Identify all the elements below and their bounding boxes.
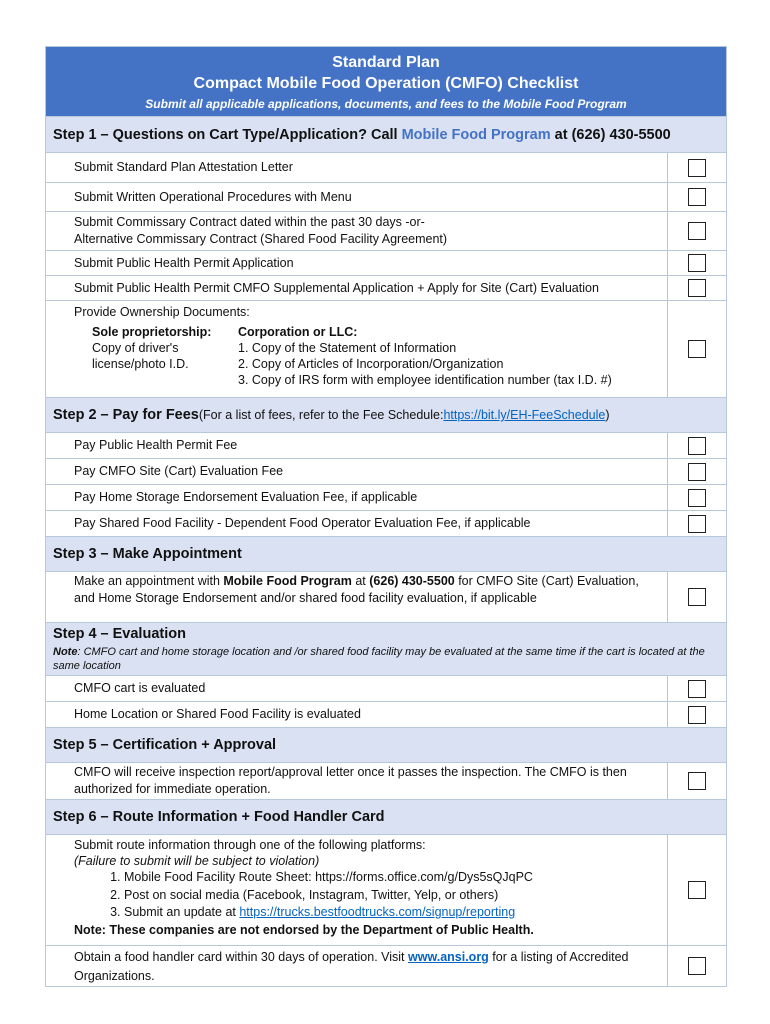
step6-heading: Step 6 – Route Information + Food Handler Card — [46, 800, 726, 835]
checkbox[interactable] — [688, 706, 706, 724]
list-item: Submit Commissary Contract dated within the past 30 days -or- Alternative Commissary Contract (Shared Food Facility Agreement) — [46, 212, 726, 251]
checkbox[interactable] — [688, 588, 706, 606]
list-item: Submit Public Health Permit CMFO Supplemental Application + Apply for Site (Cart) Evaluation — [46, 276, 726, 301]
step2-heading: Step 2 – Pay for Fees (For a list of fees, refer to the Fee Schedule: https://bit.ly/EH-FeeSchedule ) — [46, 398, 726, 433]
list-item: Pay Home Storage Endorsement Evaluation Fee, if applicable — [46, 485, 726, 511]
list-item: CMFO cart is evaluated — [46, 676, 726, 702]
checkbox[interactable] — [688, 340, 706, 358]
checkbox[interactable] — [688, 515, 706, 533]
mobile-food-program-link[interactable]: Mobile Food Program — [401, 126, 551, 143]
checkbox[interactable] — [688, 489, 706, 507]
header-banner — [46, 47, 726, 117]
step4-heading: Step 4 – Evaluation — [46, 623, 726, 645]
checkbox[interactable] — [688, 437, 706, 455]
list-item: Submit Standard Plan Attestation Letter — [46, 153, 726, 183]
step3-heading: Step 3 – Make Appointment — [46, 537, 726, 572]
list-item: Obtain a food handler card within 30 days of operation. Visit www.ansi.org for a listing of Accredited Organizations. — [46, 946, 726, 986]
list-item: Submit Public Health Permit Application — [46, 251, 726, 276]
checkbox[interactable] — [688, 279, 706, 297]
checklist-sheet — [45, 46, 727, 987]
ansi-link[interactable]: www.ansi.org — [408, 950, 489, 964]
step5-heading: Step 5 – Certification + Approval — [46, 728, 726, 763]
page-title: Standard Plan — [332, 54, 440, 71]
list-item-route: Submit route information through one of the following platforms: (Failure to submit will be subject to violation) 1. Mobile Food Facility Route Sheet: https://forms.office.com/g/Dys5sQJqPC 2. Post on social media (Facebook, Instagram, Twitter, Yelp, or others) 3. Submit an update at https://trucks.bestfoodtrucks.com/signup/reporting Note: These companies are not endorsed by the Department of Public Health. — [46, 835, 726, 946]
checkbox[interactable] — [688, 881, 706, 899]
checkbox[interactable] — [688, 680, 706, 698]
route-options-list: 1. Mobile Food Facility Route Sheet: https://forms.office.com/g/Dys5sQJqPC 2. Post on social media (Facebook, Instagram, Twitter, Yelp, or others) 3. Submit an update at https://trucks.bestfoodtrucks.com/signup/reporting — [74, 869, 661, 922]
list-item-ownership: Provide Ownership Documents: Sole proprietorship: Copy of driver's license/photo I.D. Corporation or LLC: 1. Copy of the Statement of Information 2. Copy of Articles of Incorporation/Organization 3. Copy of IRS form with employee identification number (tax I.D. #) — [46, 301, 726, 398]
list-item: Home Location or Shared Food Facility is evaluated — [46, 702, 726, 728]
checkbox[interactable] — [688, 254, 706, 272]
fee-schedule-link[interactable]: https://bit.ly/EH-FeeSchedule — [443, 408, 606, 422]
checkbox[interactable] — [688, 222, 706, 240]
step4-note: Note: CMFO cart and home storage location and /or shared food facility may be evaluated at the same time if the cart is located at the same location — [46, 645, 726, 676]
step1-heading: Step 1 – Questions on Cart Type/Application? Call Mobile Food Program at (626) 430-5500 — [46, 117, 726, 153]
checkbox[interactable] — [688, 159, 706, 177]
checkbox[interactable] — [688, 463, 706, 481]
page-instruction: Submit all applicable applications, documents, and fees to the Mobile Food Program — [145, 97, 627, 111]
list-item: Submit Written Operational Procedures with Menu — [46, 183, 726, 212]
checkbox[interactable] — [688, 772, 706, 790]
checkbox[interactable] — [688, 188, 706, 206]
list-item: Make an appointment with Mobile Food Program at (626) 430-5500 for CMFO Site (Cart) Evaluation, and Home Storage Endorsement and/or shared food facility evaluation, if applicable — [46, 572, 726, 623]
list-item: Pay Public Health Permit Fee — [46, 433, 726, 459]
page-subtitle: Compact Mobile Food Operation (CMFO) Checklist — [193, 75, 579, 92]
list-item: Pay Shared Food Facility - Dependent Food Operator Evaluation Fee, if applicable — [46, 511, 726, 537]
list-item: CMFO will receive inspection report/approval letter once it passes the inspection. The CMFO is then authorized for immediate operation. — [46, 763, 726, 800]
checkbox[interactable] — [688, 957, 706, 975]
list-item: Pay CMFO Site (Cart) Evaluation Fee — [46, 459, 726, 485]
route-reporting-link[interactable]: https://trucks.bestfoodtrucks.com/signup/reporting — [239, 905, 516, 919]
